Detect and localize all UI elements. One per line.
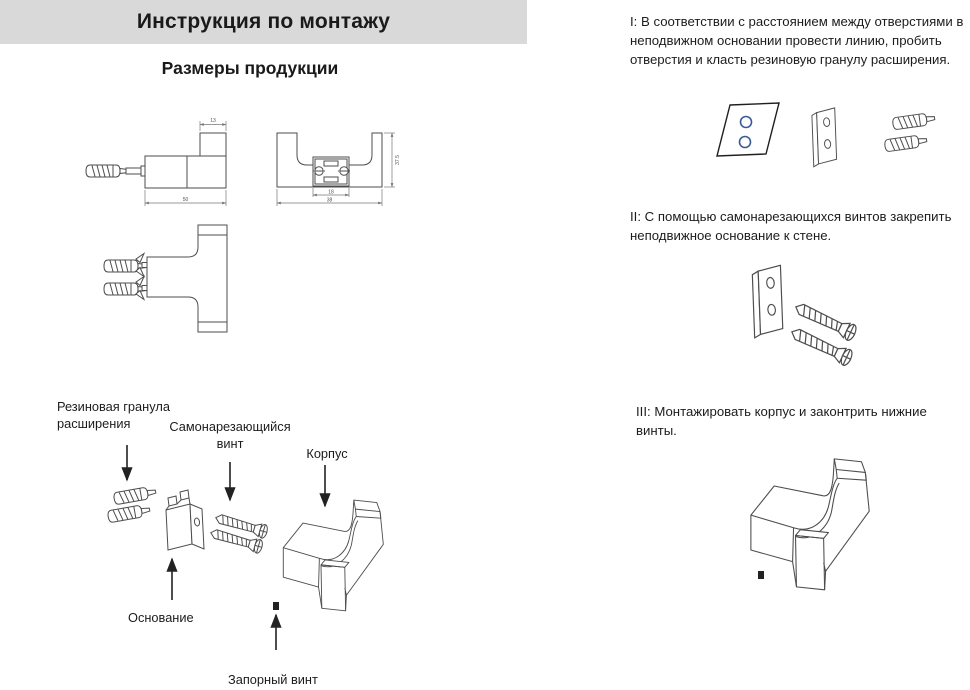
svg-text:13: 13 bbox=[210, 118, 216, 124]
step-2-illustration bbox=[700, 255, 960, 385]
label-locking-screw: Запорный винт bbox=[228, 672, 318, 687]
label-body: Корпус bbox=[306, 446, 348, 461]
side-view-drawing bbox=[82, 95, 247, 215]
step-2-text: II: С помощью самонарезающихся винтов закрепить неподвижное основание к стене. bbox=[630, 209, 952, 243]
svg-text:50: 50 bbox=[182, 197, 189, 203]
header-bar bbox=[0, 0, 527, 44]
tapping-screws bbox=[788, 299, 858, 367]
label-rubber-anchor: Резиновая гранула расширения bbox=[57, 399, 170, 431]
section-subtitle: Размеры продукции bbox=[161, 58, 339, 78]
svg-text:18: 18 bbox=[328, 189, 334, 196]
wall-anchor-top-1 bbox=[104, 254, 147, 277]
label-self-tapping-screw: Самонарезающийся винт bbox=[169, 419, 291, 451]
set-screw bbox=[273, 602, 279, 610]
page-title: Инструкция по монтажу bbox=[136, 10, 391, 33]
svg-text:37.5: 37.5 bbox=[395, 155, 401, 165]
svg-text:38: 38 bbox=[326, 197, 333, 204]
base-plate bbox=[752, 265, 782, 338]
top-view-drawing bbox=[82, 218, 247, 343]
base-block bbox=[166, 490, 204, 550]
step-3-text: III: Монтажировать корпус и законтрить нижние винты. bbox=[636, 404, 927, 438]
anchor-dowels bbox=[107, 486, 156, 523]
base-plate bbox=[812, 108, 837, 167]
wall-anchor-top-2 bbox=[104, 277, 147, 300]
exploded-diagram bbox=[40, 440, 420, 690]
mount-plate-front bbox=[313, 157, 350, 186]
tapping-screws bbox=[209, 511, 269, 554]
dimension-hole-spacing bbox=[313, 188, 349, 197]
hook-profile-side bbox=[145, 133, 226, 188]
label-base: Основание bbox=[128, 610, 194, 625]
step-3-illustration bbox=[720, 440, 970, 640]
wall-surface bbox=[717, 103, 779, 156]
step-1-illustration bbox=[700, 95, 960, 210]
dimension-bottom bbox=[145, 190, 226, 206]
step-1-text: I: В соответствии с расстоянием между отверстиями в неподвижном основании провести линию, пробить отверстия и класть резиновую гранулу расширения. bbox=[630, 14, 964, 67]
front-view-drawing bbox=[268, 95, 408, 215]
hook-outline-top bbox=[147, 225, 227, 332]
dimension-top bbox=[200, 118, 226, 131]
wall-anchor-side bbox=[86, 165, 145, 177]
set-screw bbox=[758, 571, 764, 579]
anchor-dowels bbox=[884, 112, 935, 152]
dimension-height bbox=[384, 133, 401, 187]
hook-body bbox=[751, 459, 869, 590]
hook-body-exploded bbox=[283, 500, 383, 611]
